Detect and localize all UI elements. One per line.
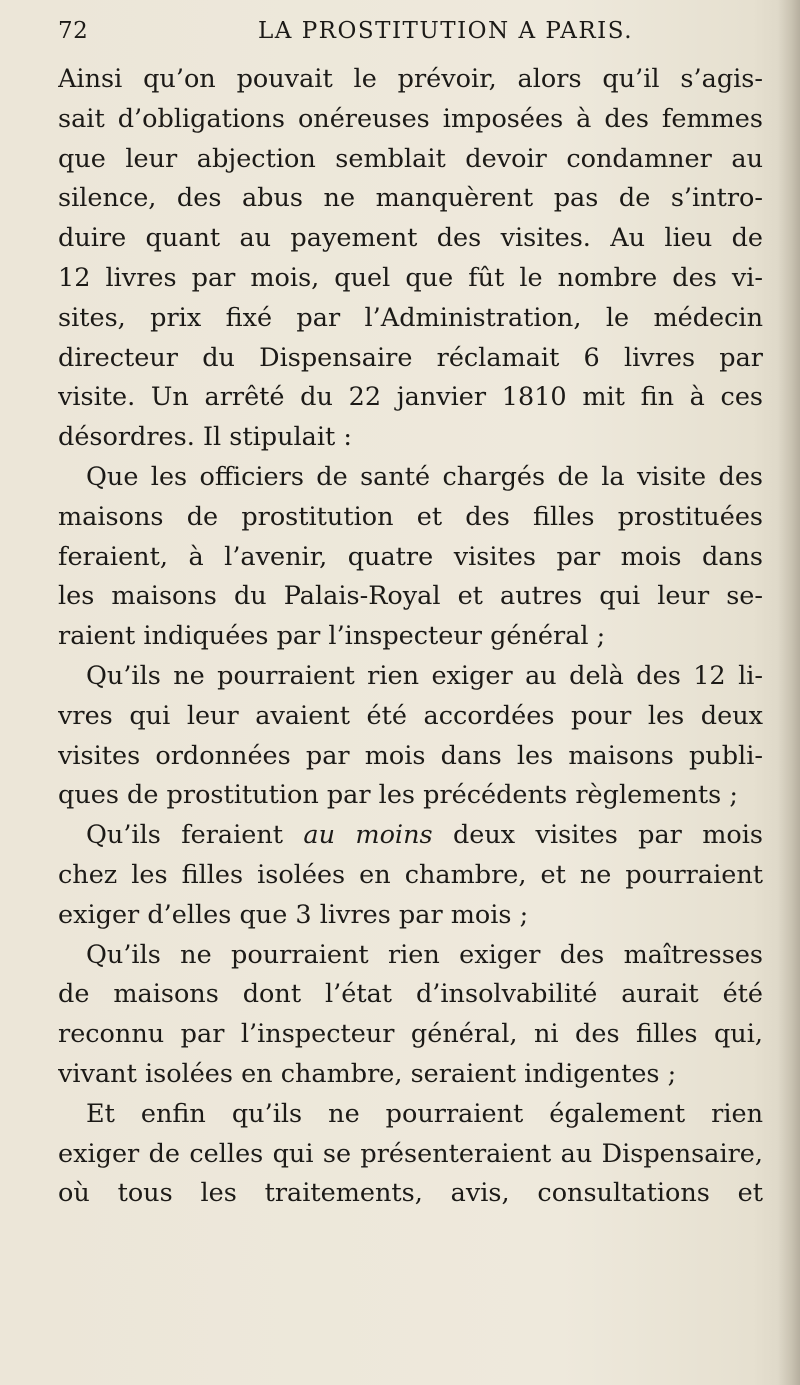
- text-line: sites, prix fixé par l’Administration, le médecin: [58, 302, 763, 333]
- page-header: [58, 18, 758, 52]
- text-line: que leur abjection semblait devoir condamner au: [58, 143, 763, 174]
- text-line: 12 livres par mois, quel que fût le nombre des vi-: [58, 262, 763, 293]
- text-line: visites ordonnées par mois dans les maisons publi-: [58, 740, 763, 771]
- text-line-with-italic: [58, 816, 763, 856]
- text-line: raient indiquées par l’inspecteur général ;: [58, 621, 606, 652]
- text-line: exiger d’elles que 3 livres par mois ;: [58, 899, 529, 930]
- text-line: de maisons dont l’état d’insolvabilité aurait été: [58, 979, 763, 1010]
- text-line: feraient, à l’avenir, quatre visites par mois dans: [58, 541, 763, 572]
- text-line: Ainsi qu’on pouvait le prévoir, alors qu’il s’agis-: [58, 64, 763, 94]
- body-text: [58, 60, 763, 1214]
- text-line: exiger de celles qui se présenteraient au Dispensaire,: [58, 1138, 763, 1169]
- text-line: ques de prostitution par les précédents règlements ;: [58, 780, 738, 811]
- text-line: maisons de prostitution et des filles prostituées: [58, 501, 763, 532]
- text-line: Qu’ils ne pourraient rien exiger des maîtresses: [86, 939, 763, 970]
- text-line: duire quant au payement des visites. Au lieu de: [58, 223, 763, 254]
- text-line: visite. Un arrêté du 22 janvier 1810 mit fin à ces: [58, 382, 763, 413]
- text-line: sait d’obligations onéreuses imposées à des femmes: [58, 103, 763, 134]
- text-segment: Qu’ils feraient: [86, 820, 304, 851]
- text-line: reconnu par l’inspecteur général, ni des filles qui,: [58, 1019, 763, 1050]
- text-line: où tous les traitements, avis, consultations et: [58, 1178, 763, 1209]
- text-segment: deux visites par mois: [432, 820, 763, 851]
- text-line: Et enfin qu’ils ne pourraient également rien: [86, 1098, 763, 1129]
- page-number: 72: [58, 18, 89, 44]
- text-line: vivant isolées en chambre, seraient indigentes ;: [58, 1058, 677, 1089]
- page-edge-shadow: [778, 0, 800, 1385]
- text-line: les maisons du Palais-Royal et autres qui leur se-: [58, 581, 763, 612]
- text-line: Qu’ils ne pourraient rien exiger au delà des 12 li-: [86, 660, 763, 691]
- text-line: directeur du Dispensaire réclamait 6 livres par: [58, 342, 763, 373]
- text-line: Que les officiers de santé chargés de la visite des: [86, 461, 763, 492]
- text-line: chez les filles isolées en chambre, et ne pourraient: [58, 859, 763, 890]
- text-line: désordres. Il stipulait :: [58, 422, 352, 453]
- text-line: vres qui leur avaient été accordées pour les deux: [58, 700, 763, 731]
- italic-emphasis: au moins: [303, 820, 433, 851]
- running-title: LA PROSTITUTION A PARIS.: [258, 18, 634, 44]
- text-line: silence, des abus ne manquèrent pas de s’intro-: [58, 183, 763, 214]
